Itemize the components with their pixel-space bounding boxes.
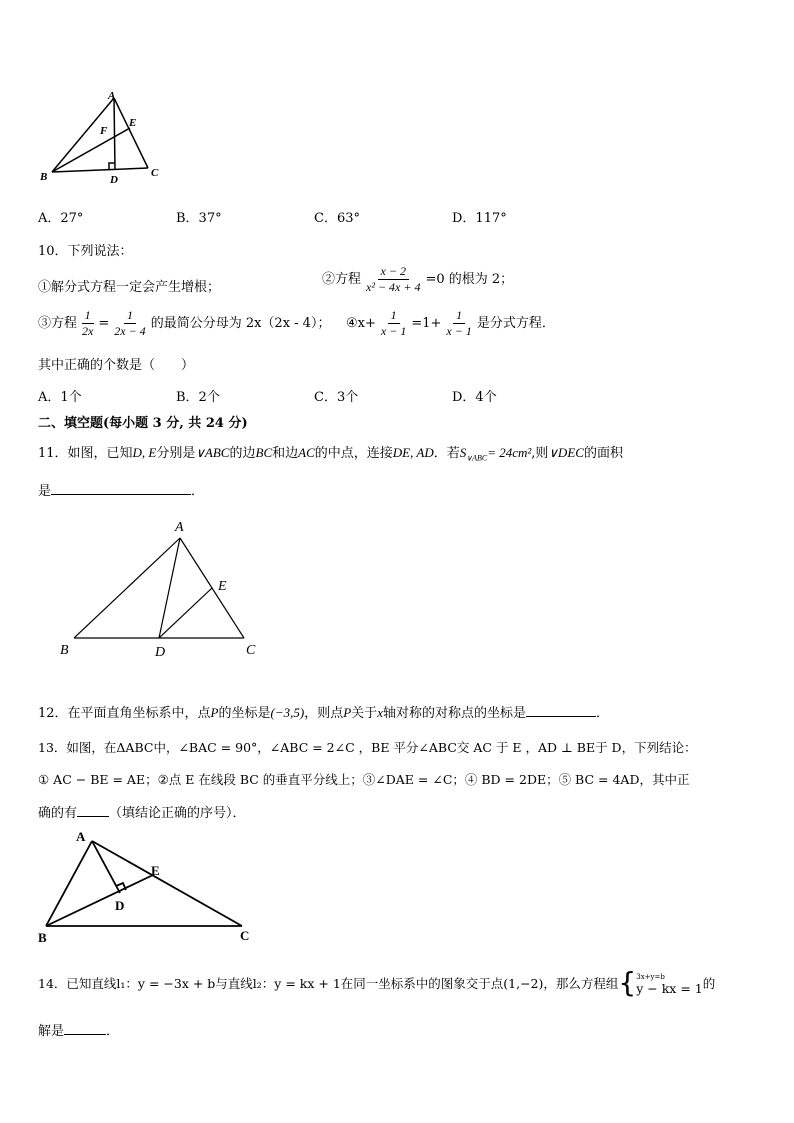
q10-s4-mid: =1+ [411,316,442,331]
label-B: B [60,643,69,658]
section-2-heading: 二、填空题(每小题 3 分, 共 24 分) [38,416,248,431]
text: 解是 [38,1024,65,1039]
math: D, E [132,445,157,460]
text: 的坐标是 [218,706,271,721]
text: 是 [38,484,52,499]
subscript: ∨ABC [466,453,488,463]
q10-option-c[interactable]: C．3个 [314,390,359,405]
text: 分别是 [156,446,196,461]
q10-s4-fraction-1 [378,308,409,339]
q10-statement-2 [322,264,513,295]
label-A: A [76,829,86,844]
math: ∨DEC [548,445,584,460]
numerator: x − 2 [378,264,409,280]
q10-s3-fraction-1 [79,308,96,339]
equation-2: y − kx = 1 [636,980,703,996]
text: ． [595,706,609,721]
label-C: C [151,167,159,179]
label-D: D [115,898,125,913]
q14-line-2 [38,1020,119,1039]
q10-statement-4 [346,308,555,339]
label-A: A [108,90,116,102]
text: 的边 [229,446,256,461]
text: 的 [702,975,716,991]
q9-option-d[interactable]: D．117° [452,211,507,226]
label-B: B [40,171,48,183]
q10-s4-pre: ④x+ [346,316,376,331]
brace-icon: { [618,966,637,999]
text: ，则点 [304,706,344,721]
q14-line-1 [38,966,715,999]
text: ． [106,1024,120,1039]
q11-line-1 [38,442,623,463]
label-D: D [155,645,166,660]
q10-statement-1: ①解分式方程一定会产生增根； [38,280,221,295]
text: 的面积 [583,446,623,461]
text: 确的有 [38,806,78,821]
math: DE, AD [392,445,434,460]
text: 和边 [272,446,299,461]
denominator: 2x − 4 [114,324,146,338]
numerator: 1 [82,308,94,324]
text: ． [191,484,205,499]
text: 轴对称的对称点的坐标是 [382,706,526,721]
label-E: E [129,117,137,129]
math: x [377,705,383,720]
denominator: x − 1 [380,324,407,338]
triangle-figure-q13 [36,828,260,946]
denominator: 2x [82,324,94,338]
answer-blank[interactable] [77,803,109,817]
text: 11．如图，已知 [38,446,133,461]
q10-s4-post: 是分式方程． [476,316,555,331]
q9-option-c[interactable]: C．63° [314,211,360,226]
q10-option-d[interactable]: D．4个 [452,390,497,405]
q10-s2-fraction [363,264,423,295]
math: S [459,445,467,460]
text: ,则 [531,446,549,461]
label-C: C [246,643,256,658]
text: 的中点，连接 [314,446,393,461]
answer-blank[interactable] [51,481,191,495]
answer-blank[interactable] [526,703,596,717]
q10-s2-post: =0 的根为 2； [425,272,514,287]
q11-line-2 [38,480,204,499]
q10-option-b[interactable]: B．2个 [176,390,220,405]
q10-s4-fraction-2 [443,308,474,339]
label-D: D [110,174,118,186]
text: 14．已知直线l₁：y = −3x + b与直线l₂：y = kx + 1在同一坐标系中的图象交于点(1,−2)，那么方程组 [38,975,619,991]
q10-s3-pre: ③方程 [38,316,78,331]
q10-option-a[interactable]: A．1个 [38,390,82,405]
text: （填结论正确的序号）． [109,806,246,821]
q13-line-2: ① AC − BE = AE；②点 E 在线段 BC 的垂直平分线上；③∠DAE = ∠C；④ BD = 2DE；⑤ BC = 4AD，其中正 [38,772,690,787]
q13-line-3 [38,802,246,821]
q10-s3-post: 的最简公分母为 2x（2x - 4）； [150,316,331,331]
q12-line [38,702,609,721]
q9-option-a[interactable]: A．27° [38,211,84,226]
label-E: E [218,579,227,594]
q13-line-1: 13．如图，在ΔABC中，∠BAC = 90°，∠ABC = 2∠C ，BE 平分∠ABC交 AC 于 E ，AD ⊥ BE于 D，下列结论： [38,740,697,755]
numerator: 1 [453,308,465,324]
math: AC [298,445,315,460]
math: = 24cm² [487,445,532,460]
answer-blank[interactable] [64,1021,106,1035]
text: 关于 [351,706,378,721]
math: BC [255,445,273,460]
q10-title: 10．下列说法： [38,244,133,259]
numerator: 1 [124,308,136,324]
label-C: C [240,928,250,943]
label-A: A [175,520,184,535]
equals-sign: = [98,316,110,331]
math: (−3,5) [270,705,305,720]
equation-1: 3x+y=b [636,972,665,981]
q9-option-b[interactable]: B．37° [176,211,222,226]
q10-question: 其中正确的个数是（ ） [38,358,195,373]
equation-system [636,972,702,994]
q10-s3-fraction-2 [111,308,148,339]
text: 12．在平面直角坐标系中，点 [38,706,211,721]
denominator: x − 1 [446,324,472,338]
triangle-figure-q11 [54,516,274,662]
numerator: 1 [388,308,400,324]
q10-statement-3 [38,308,330,339]
label-F: F [100,125,108,137]
math: ∨ABC [195,445,230,460]
denominator: x² − 4x + 4 [366,280,421,294]
triangle-figure-q9 [36,88,166,188]
label-B: B [38,930,47,945]
text: ．若 [433,446,460,461]
math: P [343,705,352,720]
math: P [210,705,219,720]
label-E: E [151,863,160,878]
q10-s2-pre: ②方程 [322,272,362,287]
